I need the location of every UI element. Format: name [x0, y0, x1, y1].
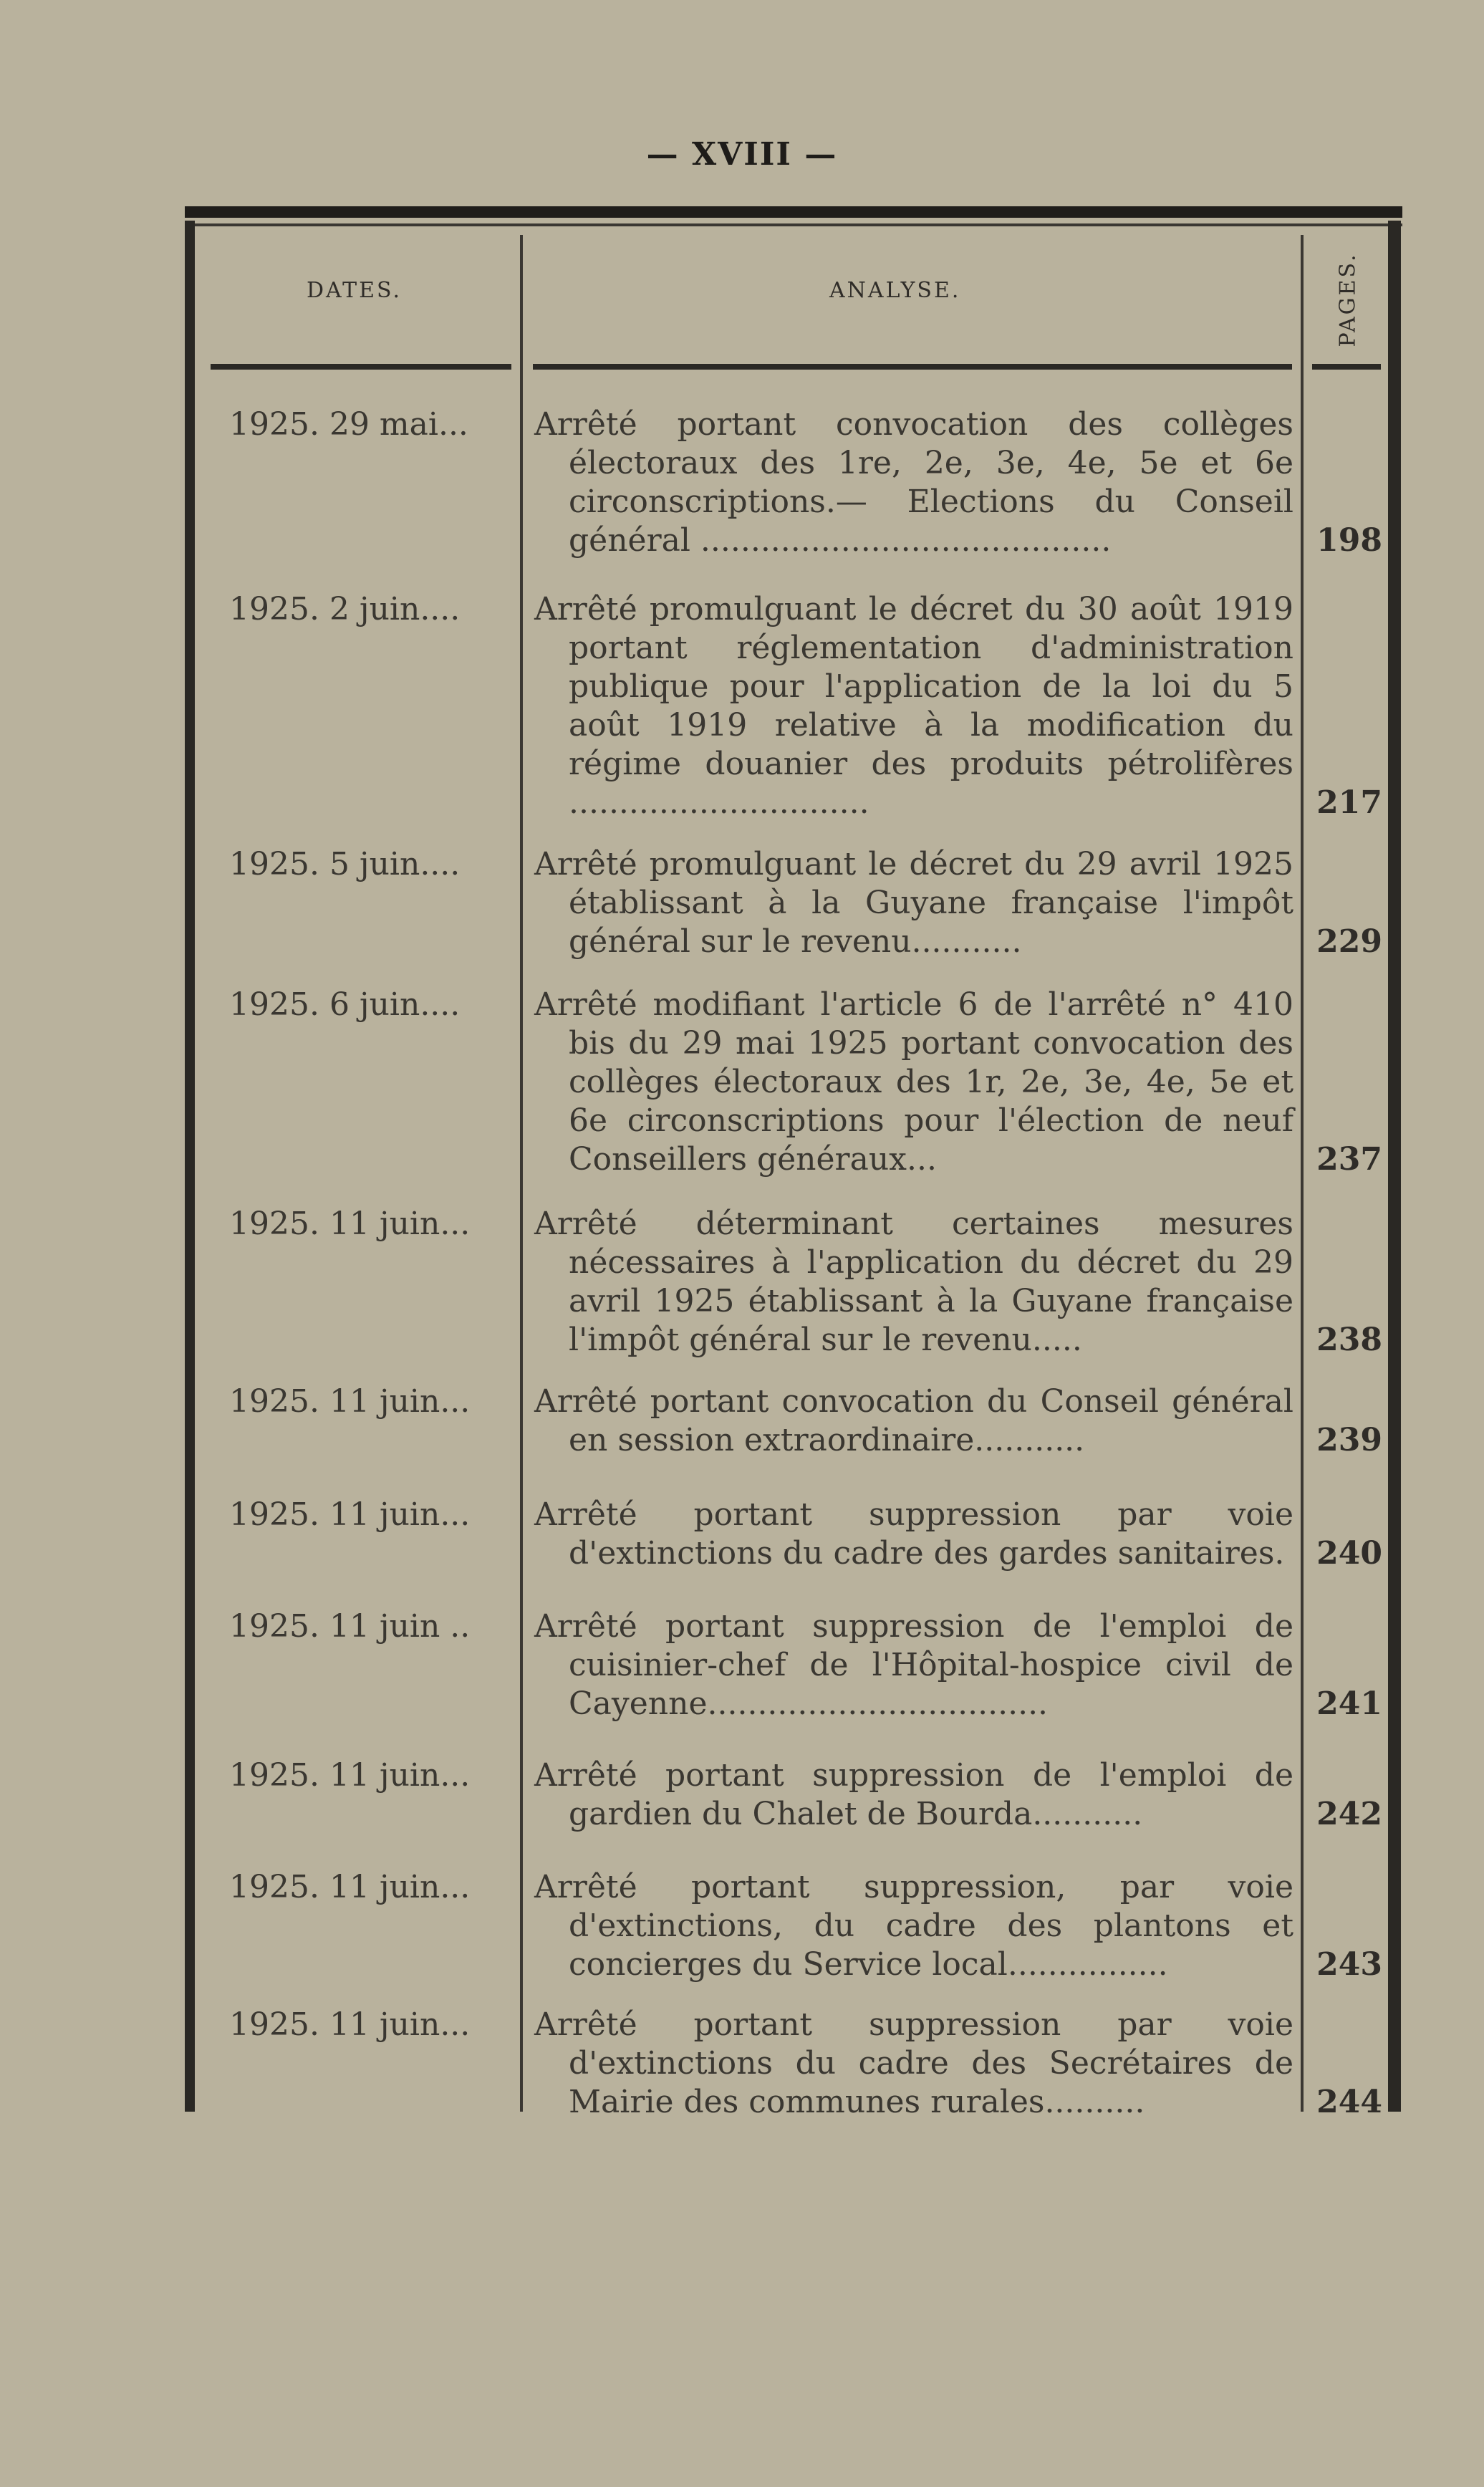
header-rule-analyse [533, 364, 1292, 370]
entry-analysis-text: Arrêté modifiant l'article 6 de l'arrêté n° 410 bis du 29 mai 1925 portant convocation des collèges électoraux des 1r, 2e, 3e, 4e, 5e et 6e circonscriptions pour l'élection de neuf Conseillers généraux... [534, 986, 1293, 1178]
entry-analysis [534, 1496, 1293, 1573]
entry-page: 240 [1316, 1535, 1382, 1572]
top-rule-thin [185, 223, 1402, 226]
entry-analysis [534, 590, 1293, 822]
entry-analysis [534, 1868, 1293, 1984]
entry-date: 1925. 11 juin... [229, 1206, 471, 1242]
entry-date: 1925. 11 juin .. [229, 1608, 471, 1645]
entry-date: 1925. 11 juin... [229, 1496, 471, 1533]
entry-analysis-text: Arrêté portant suppression, par voie d'extinctions, du cadre des plantons et concierges du Service local................ [534, 1869, 1293, 1983]
entry-date: 1925. 29 mai... [229, 406, 468, 443]
entry-page: 237 [1316, 1141, 1382, 1178]
entry-analysis-text: Arrêté promulguant le décret du 29 avril 1925 établissant à la Guyane française l'impôt général sur le revenu........... [534, 846, 1293, 960]
entry-analysis-text: Arrêté promulguant le décret du 30 août 1919 portant réglementation d'administration publique pour l'application de la loi du 5 août 1919 relative à la modification du régime douanier des produits pétrolifères .............................. [534, 591, 1293, 821]
entry-analysis-text: Arrêté déterminant certaines mesures nécessaires à l'application du décret du 29 avril 1925 établissant à la Guyane française l'impôt général sur le revenu..... [534, 1206, 1293, 1358]
entry-analysis-text: Arrêté portant suppression de l'emploi de gardien du Chalet de Bourda........... [534, 1757, 1293, 1832]
entry-analysis [534, 986, 1293, 1179]
entry-analysis [534, 1607, 1293, 1723]
entry-page: 243 [1316, 1946, 1382, 1983]
entry-page: 229 [1316, 923, 1382, 960]
entry-analysis-text: Arrêté portant suppression par voie d'extinctions du cadre des Secrétaires de Mairie des communes rurales.......... [534, 2006, 1293, 2120]
column-header-pages-label: PAGES. [1335, 252, 1361, 347]
column-divider-dates [520, 235, 523, 2112]
entry-page: 198 [1316, 522, 1382, 559]
entry-analysis [534, 405, 1293, 560]
entry-page: 241 [1316, 1685, 1382, 1722]
entry-analysis [534, 1205, 1293, 1360]
entry-date: 1925. 11 juin... [229, 2006, 471, 2043]
entry-page: 244 [1316, 2084, 1382, 2120]
left-border [185, 221, 195, 2112]
header-rule-pages [1312, 364, 1381, 370]
column-header-dates: DATES. [307, 278, 403, 303]
entry-page: 242 [1316, 1796, 1382, 1832]
top-rule [185, 206, 1402, 218]
entry-analysis [534, 1382, 1293, 1460]
entry-page: 217 [1316, 784, 1382, 821]
column-header-analyse: ANALYSE. [829, 278, 961, 303]
entry-date: 1925. 6 juin.... [229, 986, 461, 1023]
index-table [185, 206, 1402, 2120]
entry-date: 1925. 11 juin... [229, 1869, 471, 1905]
entry-date: 1925. 11 juin... [229, 1383, 471, 1420]
entry-analysis [534, 2006, 1293, 2122]
entry-analysis [534, 1756, 1293, 1834]
right-border [1388, 221, 1401, 2112]
entry-page: 238 [1316, 1322, 1382, 1358]
column-divider-pages [1301, 235, 1304, 2112]
page-header: — XVIII — [646, 136, 838, 173]
entry-date: 1925. 5 juin.... [229, 846, 461, 882]
header-rule-dates [211, 364, 511, 370]
entry-page: 239 [1316, 1422, 1382, 1458]
entry-analysis [534, 845, 1293, 961]
entry-analysis-text: Arrêté portant suppression de l'emploi de cuisinier-chef de l'Hôpital-hospice civil de Cayenne.................................. [534, 1608, 1293, 1722]
entry-analysis-text: Arrêté portant convocation du Conseil général en session extraordinaire........... [534, 1383, 1293, 1458]
entry-analysis-text: Arrêté portant convocation des collèges électoraux des 1re, 2e, 3e, 4e, 5e et 6e circonscriptions.— Elections du Conseil général ......................................... [534, 406, 1293, 559]
entry-date: 1925. 2 juin.... [229, 591, 461, 627]
column-header-pages [1319, 249, 1377, 350]
entry-analysis-text: Arrêté portant suppression par voie d'extinctions du cadre des gardes sanitaires. [534, 1496, 1293, 1572]
entry-date: 1925. 11 juin... [229, 1757, 471, 1794]
